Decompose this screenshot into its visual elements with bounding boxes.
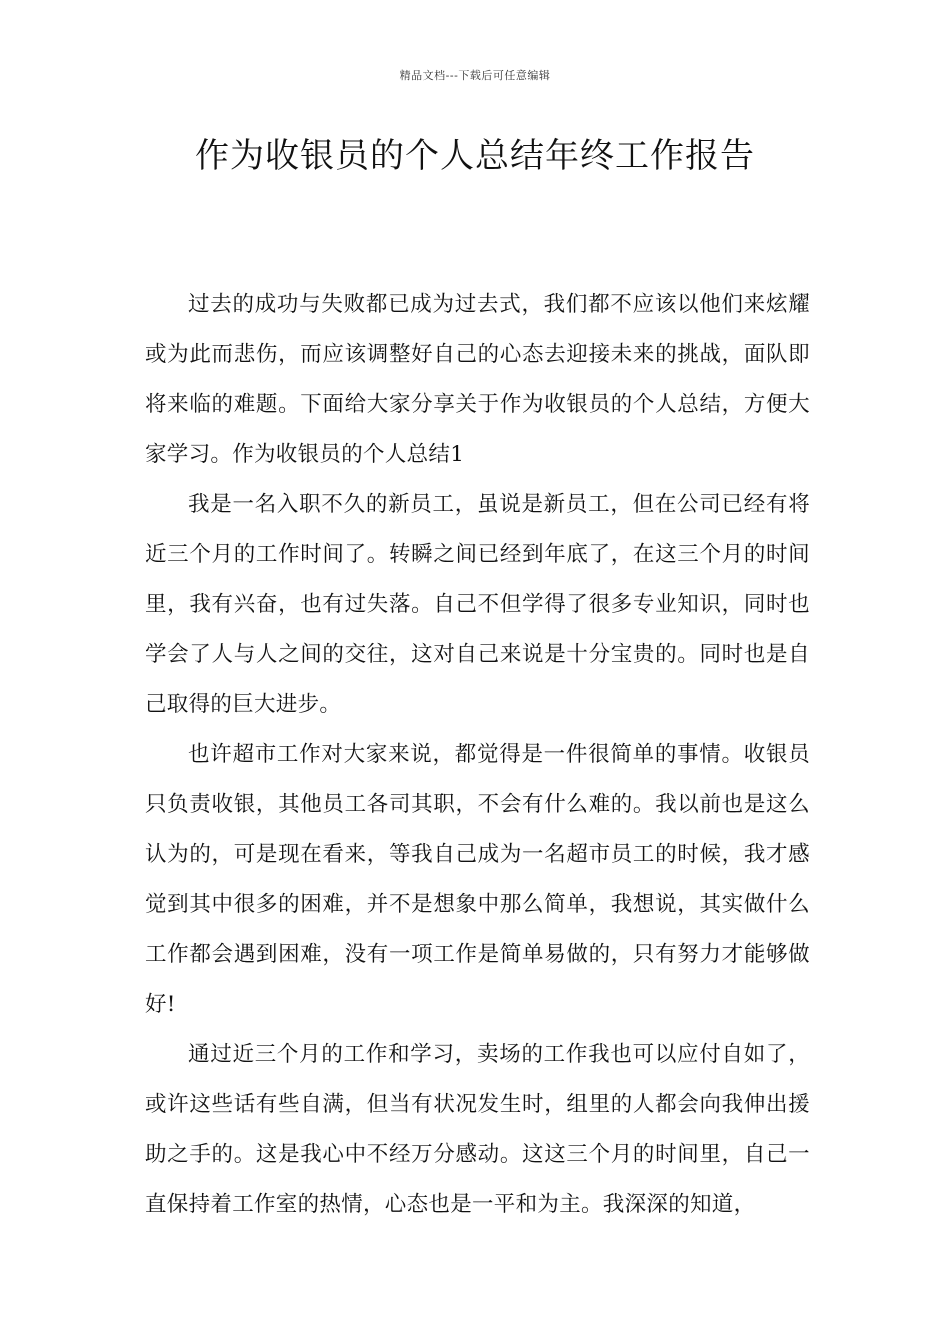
- paragraph-new-employee: 我是一名入职不久的新员工，虽说是新员工，但在公司已经有将近三个月的工作时间了。转瞬之间已经到年底了，在这三个月的时间里，我有兴奋，也有过失落。自己不但学得了很多专业知识，同时也学会了人与人之间的交往，这对自己来说是十分宝贵的。同时也是自己取得的巨大进步。: [145, 492, 810, 717]
- header-note: 精品文档---下载后可任意编辑: [399, 69, 551, 82]
- document-body: [145, 280, 810, 1230]
- paragraph-intro: 过去的成功与失败都已成为过去式，我们都不应该以他们来炫耀或为此而悲伤，而应该调整好自己的心态去迎接未来的挑战，面队即将来临的难题。下面给大家分享关于作为收银员的个人总结，方便大家学习。作为收银员的个人总结1: [145, 292, 810, 467]
- paragraph-supermarket-work: 也许超市工作对大家来说，都觉得是一件很简单的事情。收银员只负责收银，其他员工各司其职，不会有什么难的。我以前也是这么认为的，可是现在看来，等我自己成为一名超市员工的时候，我才感觉到其中很多的困难，并不是想象中那么简单，我想说，其实做什么工作都会遇到困难，没有一项工作是简单易做的，只有努力才能够做好!: [145, 742, 810, 1017]
- document-title: 作为收银员的个人总结年终工作报告: [195, 136, 755, 176]
- paragraph-three-months: 通过近三个月的工作和学习，卖场的工作我也可以应付自如了，或许这些话有些自满，但当有状况发生时，组里的人都会向我伸出援助之手的。这是我心中不经万分感动。这这三个月的时间里，自己一直保持着工作室的热情，心态也是一平和为主。我深深的知道，: [145, 1042, 810, 1217]
